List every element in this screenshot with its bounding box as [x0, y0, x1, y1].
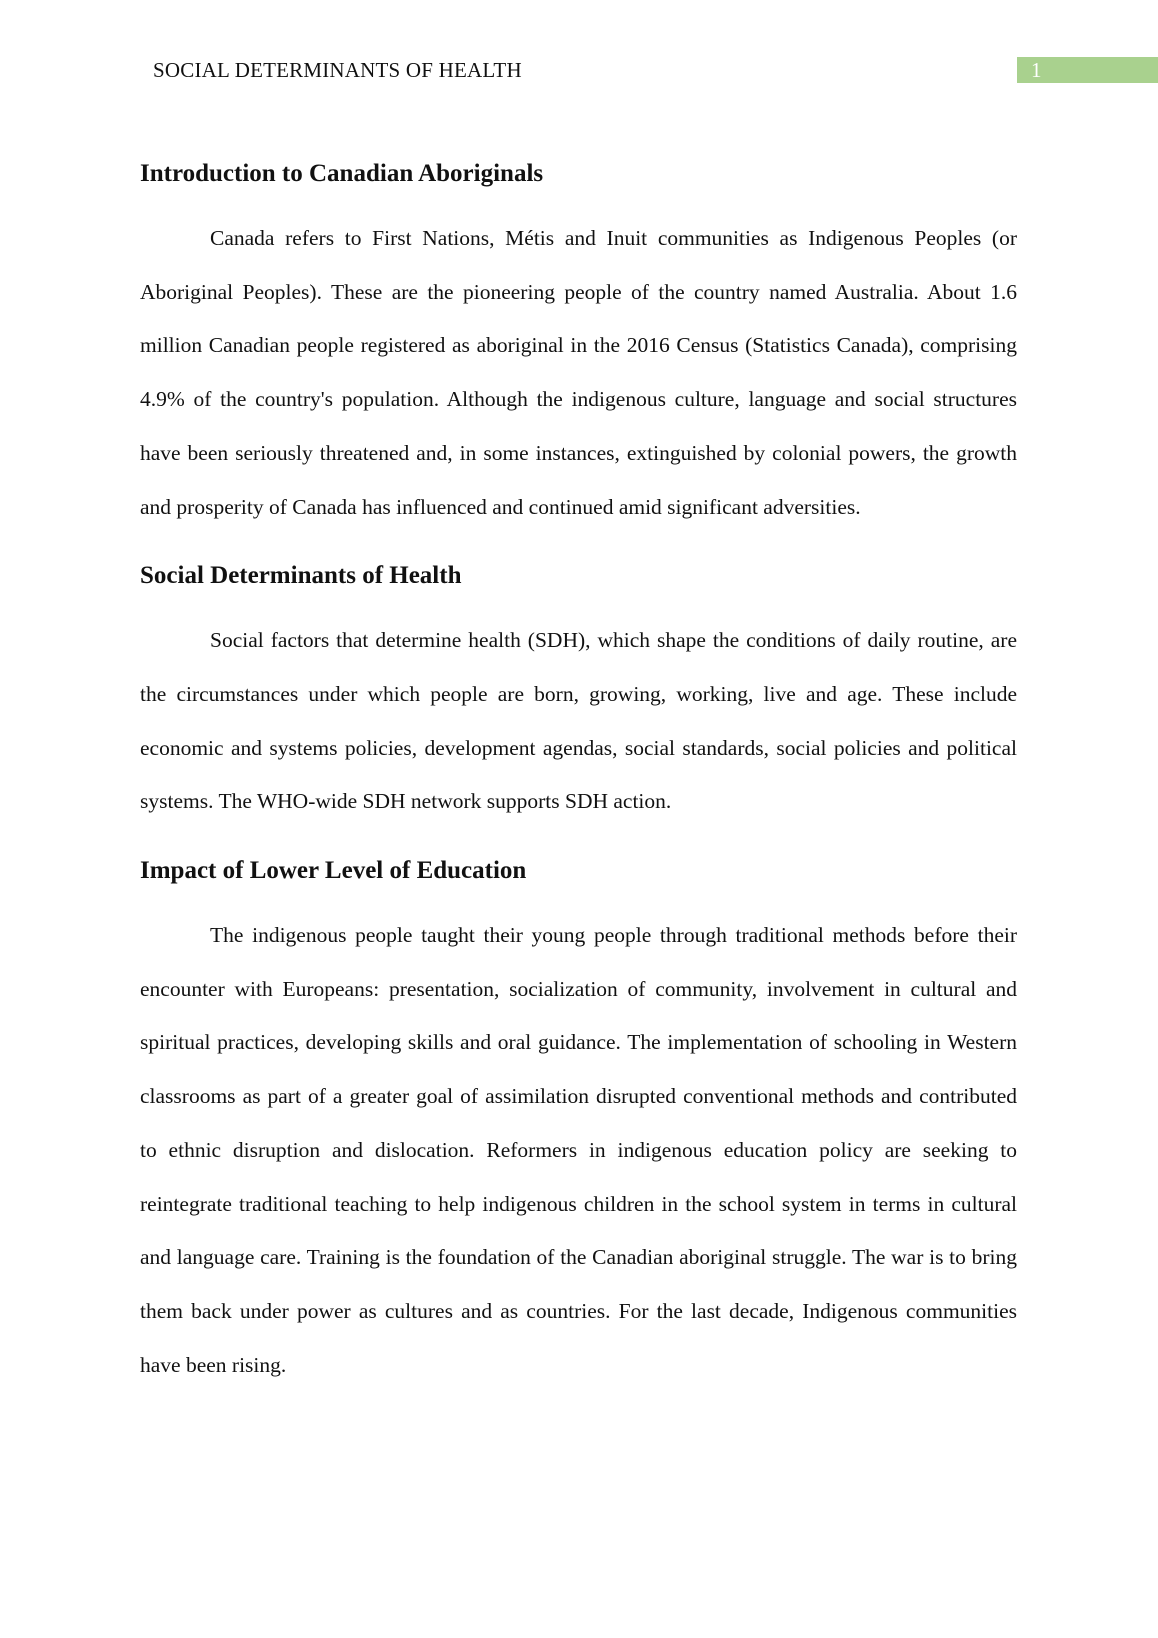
section-social-determinants: [140, 560, 1017, 829]
section-education-impact: [140, 855, 1017, 1392]
section-paragraph: Canada refers to First Nations, Métis and Inuit communities as Indigenous Peoples (or Aboriginal Peoples). These are the pioneering people of the country named Australia. About 1.6 million Canadian people registered as aboriginal in the 2016 Census (Statistics Canada), comprising 4.9% of the country's population. Although the indigenous culture, language and social structures have been seriously threatened and, in some instances, extinguished by colonial powers, the growth and prosperity of Canada has influenced and continued amid significant adversities.: [140, 226, 1017, 519]
section-paragraph: The indigenous people taught their young people through traditional methods before their encounter with Europeans: presentation, socialization of community, involvement in cultural and spiritual practices, developing skills and oral guidance. The implementation of schooling in Western classrooms as part of a greater goal of assimilation disrupted conventional methods and contributed to ethnic disruption and dislocation. Reformers in indigenous education policy are seeking to reintegrate traditional teaching to help indigenous children in the school system in terms in cultural and language care. Training is the foundation of the Canadian aboriginal struggle. The war is to bring them back under power as cultures and as countries. For the last decade, Indigenous communities have been rising.: [140, 923, 1017, 1377]
section-introduction: [140, 158, 1017, 534]
page-number: 1: [1031, 58, 1042, 82]
section-heading: Impact of Lower Level of Education: [140, 857, 527, 885]
section-heading: Introduction to Canadian Aboriginals: [140, 160, 544, 187]
running-header-title: SOCIAL DETERMINANTS OF HEALTH: [153, 58, 522, 82]
page-number-box: [1017, 57, 1158, 83]
section-paragraph: Social factors that determine health (SDH), which shape the conditions of daily routine, are the circumstances under which people are born, growing, working, live and age. These include economic and systems policies, development agendas, social standards, social policies and political systems. The WHO-wide SDH network supports SDH action.: [140, 628, 1017, 814]
document-body: [140, 158, 1017, 1392]
section-heading: Social Determinants of Health: [140, 562, 462, 590]
